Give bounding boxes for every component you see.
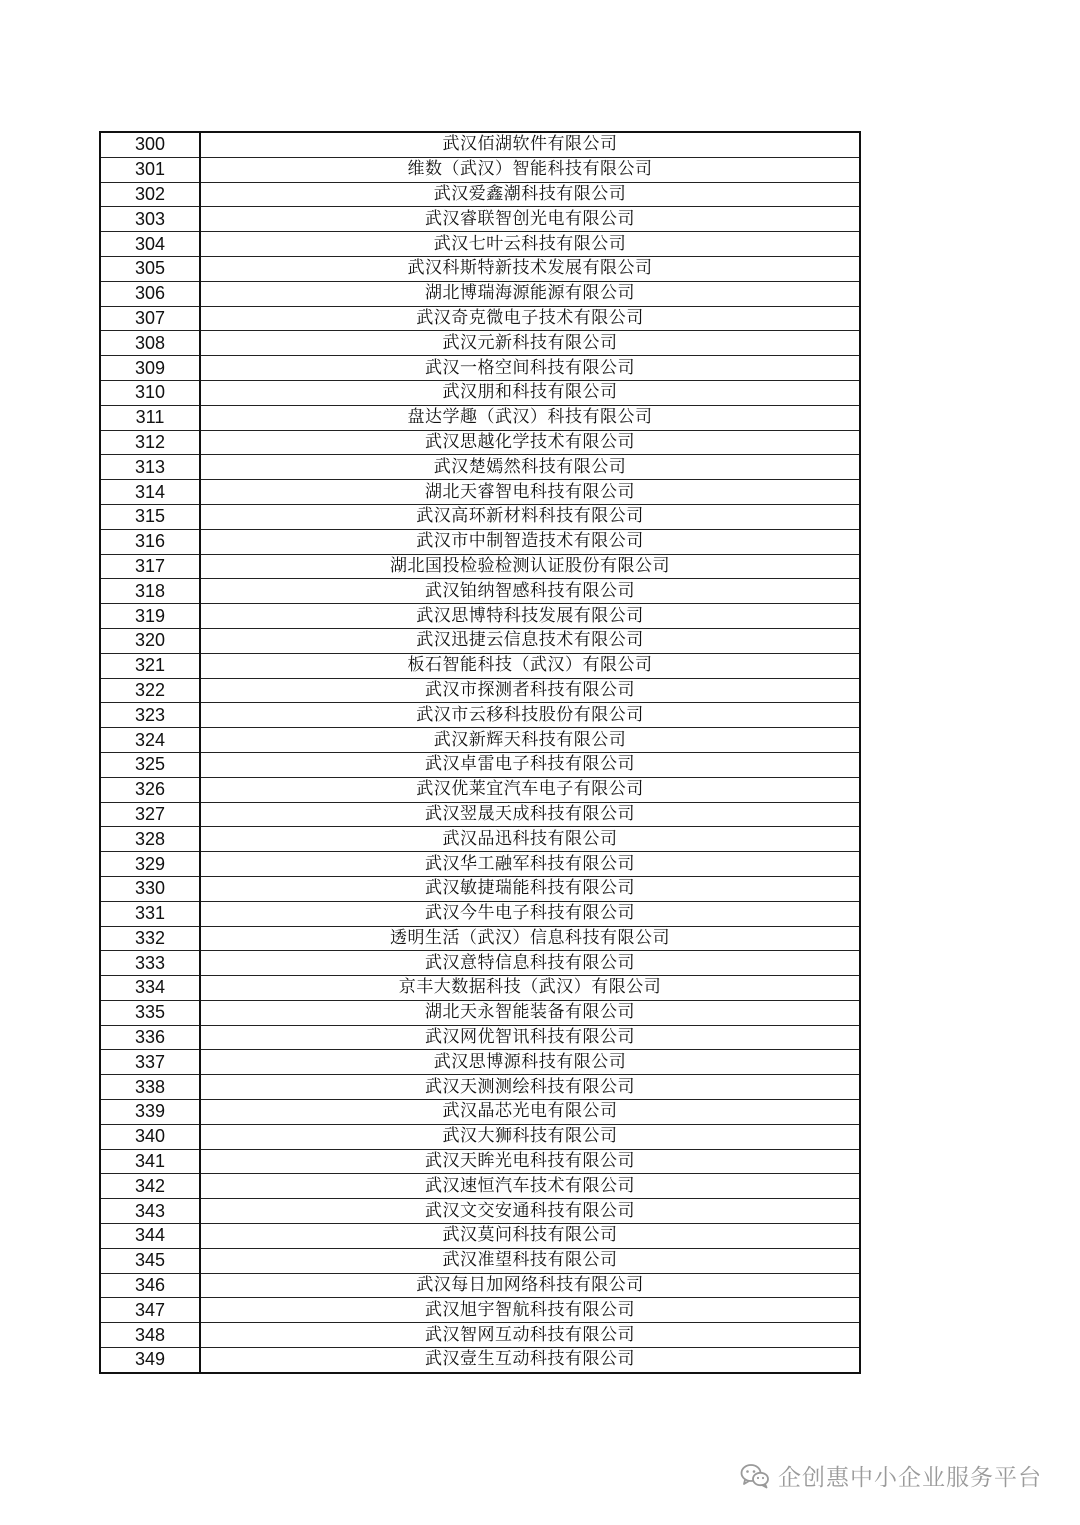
company-name: 武汉朋和科技有限公司 bbox=[200, 380, 860, 405]
table-row bbox=[100, 1224, 860, 1249]
row-number: 347 bbox=[100, 1298, 200, 1323]
table-row bbox=[100, 1248, 860, 1273]
company-name: 武汉科斯特新技术发展有限公司 bbox=[200, 256, 860, 281]
table-row bbox=[100, 281, 860, 306]
company-name: 盘达学趣（武汉）科技有限公司 bbox=[200, 405, 860, 430]
row-number: 323 bbox=[100, 703, 200, 728]
row-number: 316 bbox=[100, 529, 200, 554]
table-row bbox=[100, 356, 860, 381]
row-number: 312 bbox=[100, 430, 200, 455]
row-number: 322 bbox=[100, 678, 200, 703]
table-row bbox=[100, 901, 860, 926]
table-row bbox=[100, 1100, 860, 1125]
company-name: 武汉迅捷云信息技术有限公司 bbox=[200, 628, 860, 653]
table-row bbox=[100, 529, 860, 554]
table-row bbox=[100, 132, 860, 157]
row-number: 326 bbox=[100, 777, 200, 802]
row-number: 304 bbox=[100, 232, 200, 257]
row-number: 334 bbox=[100, 976, 200, 1001]
table-row bbox=[100, 504, 860, 529]
table-row bbox=[100, 1124, 860, 1149]
table-row bbox=[100, 579, 860, 604]
table-row bbox=[100, 628, 860, 653]
row-number: 308 bbox=[100, 331, 200, 356]
row-number: 332 bbox=[100, 926, 200, 951]
table-row bbox=[100, 331, 860, 356]
table-row bbox=[100, 1323, 860, 1348]
row-number: 324 bbox=[100, 728, 200, 753]
table-row bbox=[100, 1199, 860, 1224]
row-number: 341 bbox=[100, 1149, 200, 1174]
row-number: 349 bbox=[100, 1348, 200, 1373]
table-row bbox=[100, 976, 860, 1001]
company-name: 武汉天眸光电科技有限公司 bbox=[200, 1149, 860, 1174]
row-number: 302 bbox=[100, 182, 200, 207]
company-name: 武汉爱鑫潮科技有限公司 bbox=[200, 182, 860, 207]
row-number: 333 bbox=[100, 951, 200, 976]
row-number: 340 bbox=[100, 1124, 200, 1149]
row-number: 310 bbox=[100, 380, 200, 405]
company-name: 武汉思博源科技有限公司 bbox=[200, 1050, 860, 1075]
company-name: 武汉新辉天科技有限公司 bbox=[200, 728, 860, 753]
row-number: 337 bbox=[100, 1050, 200, 1075]
table-row bbox=[100, 653, 860, 678]
row-number: 317 bbox=[100, 554, 200, 579]
table-row bbox=[100, 455, 860, 480]
company-name: 武汉速恒汽车技术有限公司 bbox=[200, 1174, 860, 1199]
row-number: 325 bbox=[100, 752, 200, 777]
company-name: 湖北国投检验检测认证股份有限公司 bbox=[200, 554, 860, 579]
table-row bbox=[100, 232, 860, 257]
row-number: 301 bbox=[100, 157, 200, 182]
company-name: 武汉智网互动科技有限公司 bbox=[200, 1323, 860, 1348]
table-row bbox=[100, 1149, 860, 1174]
table-row bbox=[100, 1000, 860, 1025]
wechat-icon bbox=[740, 1463, 770, 1489]
row-number: 315 bbox=[100, 504, 200, 529]
row-number: 339 bbox=[100, 1100, 200, 1125]
row-number: 329 bbox=[100, 852, 200, 877]
company-name: 湖北天睿智电科技有限公司 bbox=[200, 480, 860, 505]
table-row bbox=[100, 1348, 860, 1373]
watermark bbox=[740, 1459, 1042, 1492]
table-row bbox=[100, 157, 860, 182]
company-list-body bbox=[100, 132, 860, 1373]
company-name: 武汉网优智讯科技有限公司 bbox=[200, 1025, 860, 1050]
table-row bbox=[100, 1174, 860, 1199]
row-number: 327 bbox=[100, 802, 200, 827]
table-row bbox=[100, 777, 860, 802]
company-name: 武汉思越化学技术有限公司 bbox=[200, 430, 860, 455]
row-number: 307 bbox=[100, 306, 200, 331]
company-name: 武汉市云移科技股份有限公司 bbox=[200, 703, 860, 728]
company-name: 武汉华工融军科技有限公司 bbox=[200, 852, 860, 877]
table-row bbox=[100, 430, 860, 455]
company-name: 武汉晶芯光电有限公司 bbox=[200, 1100, 860, 1125]
company-name: 武汉七叶云科技有限公司 bbox=[200, 232, 860, 257]
table-row bbox=[100, 951, 860, 976]
company-name: 武汉市中制智造技术有限公司 bbox=[200, 529, 860, 554]
company-name: 武汉壹生互动科技有限公司 bbox=[200, 1348, 860, 1373]
company-name: 武汉卓雷电子科技有限公司 bbox=[200, 752, 860, 777]
company-name: 武汉铂纳智感科技有限公司 bbox=[200, 579, 860, 604]
watermark-text: 企创惠中小企业服务平台 bbox=[778, 1465, 1042, 1491]
table-row bbox=[100, 604, 860, 629]
row-number: 344 bbox=[100, 1224, 200, 1249]
company-name: 武汉天测测绘科技有限公司 bbox=[200, 1075, 860, 1100]
company-name: 武汉楚嫣然科技有限公司 bbox=[200, 455, 860, 480]
table-row bbox=[100, 926, 860, 951]
table-row bbox=[100, 1050, 860, 1075]
row-number: 311 bbox=[100, 405, 200, 430]
table-row bbox=[100, 380, 860, 405]
row-number: 300 bbox=[100, 132, 200, 157]
company-name: 武汉元新科技有限公司 bbox=[200, 331, 860, 356]
company-name: 武汉市探测者科技有限公司 bbox=[200, 678, 860, 703]
table-row bbox=[100, 256, 860, 281]
company-name: 武汉思博特科技发展有限公司 bbox=[200, 604, 860, 629]
company-name: 板石智能科技（武汉）有限公司 bbox=[200, 653, 860, 678]
company-name: 武汉大狮科技有限公司 bbox=[200, 1124, 860, 1149]
company-name: 武汉品迅科技有限公司 bbox=[200, 827, 860, 852]
company-name: 武汉敏捷瑞能科技有限公司 bbox=[200, 876, 860, 901]
row-number: 303 bbox=[100, 207, 200, 232]
row-number: 335 bbox=[100, 1000, 200, 1025]
company-name: 京丰大数据科技（武汉）有限公司 bbox=[200, 976, 860, 1001]
row-number: 305 bbox=[100, 256, 200, 281]
table-row bbox=[100, 480, 860, 505]
table-row bbox=[100, 554, 860, 579]
row-number: 321 bbox=[100, 653, 200, 678]
table-row bbox=[100, 1025, 860, 1050]
table-row bbox=[100, 1273, 860, 1298]
company-list-table bbox=[99, 131, 861, 1374]
table-row bbox=[100, 1298, 860, 1323]
row-number: 345 bbox=[100, 1248, 200, 1273]
row-number: 319 bbox=[100, 604, 200, 629]
row-number: 320 bbox=[100, 628, 200, 653]
table-row bbox=[100, 306, 860, 331]
table-row bbox=[100, 405, 860, 430]
company-name: 武汉高环新材料科技有限公司 bbox=[200, 504, 860, 529]
row-number: 306 bbox=[100, 281, 200, 306]
row-number: 328 bbox=[100, 827, 200, 852]
table-row bbox=[100, 802, 860, 827]
table-row bbox=[100, 827, 860, 852]
company-name: 武汉旭宇智航科技有限公司 bbox=[200, 1298, 860, 1323]
company-name: 武汉佰湖软件有限公司 bbox=[200, 132, 860, 157]
row-number: 330 bbox=[100, 876, 200, 901]
company-name: 湖北天永智能装备有限公司 bbox=[200, 1000, 860, 1025]
table-row bbox=[100, 678, 860, 703]
table-row bbox=[100, 852, 860, 877]
company-name: 武汉一格空间科技有限公司 bbox=[200, 356, 860, 381]
company-name: 维数（武汉）智能科技有限公司 bbox=[200, 157, 860, 182]
company-name: 武汉准望科技有限公司 bbox=[200, 1248, 860, 1273]
company-name: 武汉奇克微电子技术有限公司 bbox=[200, 306, 860, 331]
table-row bbox=[100, 728, 860, 753]
table-row bbox=[100, 752, 860, 777]
row-number: 342 bbox=[100, 1174, 200, 1199]
row-number: 313 bbox=[100, 455, 200, 480]
company-name: 湖北博瑞海源能源有限公司 bbox=[200, 281, 860, 306]
table-row bbox=[100, 182, 860, 207]
row-number: 336 bbox=[100, 1025, 200, 1050]
row-number: 338 bbox=[100, 1075, 200, 1100]
row-number: 331 bbox=[100, 901, 200, 926]
table-row bbox=[100, 876, 860, 901]
row-number: 346 bbox=[100, 1273, 200, 1298]
row-number: 343 bbox=[100, 1199, 200, 1224]
table-row bbox=[100, 207, 860, 232]
company-name: 武汉优莱宜汽车电子有限公司 bbox=[200, 777, 860, 802]
company-name: 武汉翌晟天成科技有限公司 bbox=[200, 802, 860, 827]
row-number: 309 bbox=[100, 356, 200, 381]
company-name: 武汉莫问科技有限公司 bbox=[200, 1224, 860, 1249]
row-number: 314 bbox=[100, 480, 200, 505]
table-row bbox=[100, 703, 860, 728]
company-name: 武汉每日加网络科技有限公司 bbox=[200, 1273, 860, 1298]
row-number: 348 bbox=[100, 1323, 200, 1348]
company-name: 武汉文交安通科技有限公司 bbox=[200, 1199, 860, 1224]
company-name: 武汉睿联智创光电有限公司 bbox=[200, 207, 860, 232]
company-name: 武汉意特信息科技有限公司 bbox=[200, 951, 860, 976]
table-row bbox=[100, 1075, 860, 1100]
row-number: 318 bbox=[100, 579, 200, 604]
company-name: 武汉今牛电子科技有限公司 bbox=[200, 901, 860, 926]
company-name: 透明生活（武汉）信息科技有限公司 bbox=[200, 926, 860, 951]
